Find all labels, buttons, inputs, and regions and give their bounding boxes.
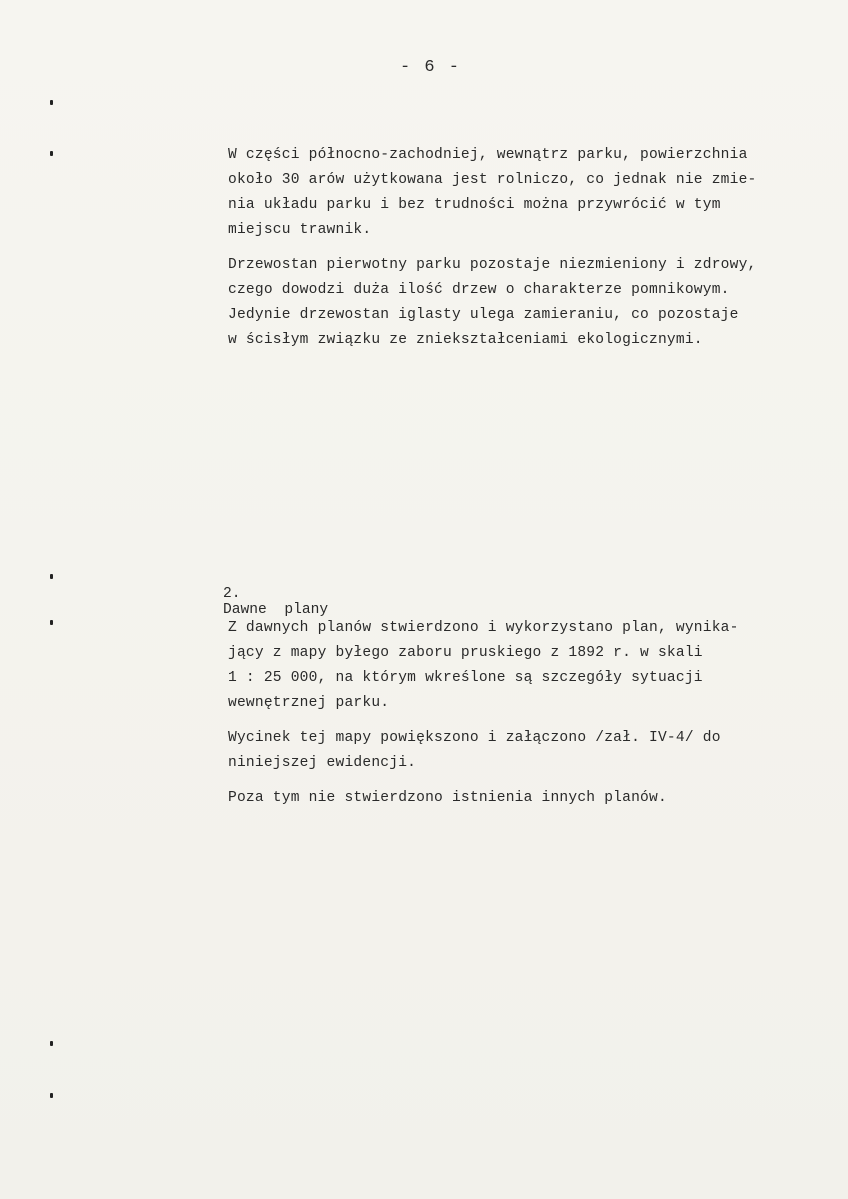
margin-mark: [50, 1041, 53, 1046]
text-line: w ścisłym związku ze zniekształceniami ekologicznymi.: [228, 332, 703, 348]
section-number: 2.: [223, 586, 241, 602]
margin-mark: [50, 1093, 53, 1098]
text-line: miejscu trawnik.: [228, 222, 372, 238]
text-line: czego dowodzi duża ilość drzew o charakterze pomnikowym.: [228, 282, 730, 298]
text-line: W części północno-zachodniej, wewnątrz parku, powierzchnia: [228, 147, 748, 163]
page-number: - 6 -: [400, 58, 462, 77]
text-line: wewnętrznej parku.: [228, 695, 390, 711]
text-line: Drzewostan pierwotny parku pozostaje niezmieniony i zdrowy,: [228, 257, 757, 273]
margin-mark: [50, 574, 53, 579]
text-line: Jedynie drzewostan iglasty ulega zamieraniu, co pozostaje: [228, 307, 739, 323]
section-title: Dawne plany: [223, 602, 329, 618]
margin-mark: [50, 100, 53, 105]
margin-mark: [50, 151, 53, 156]
text-line: nia układu parku i bez trudności można przywrócić w tym: [228, 197, 721, 213]
text-line: 1 : 25 000, na którym wkreślone są szczegóły sytuacji: [228, 670, 703, 686]
text-line: jący z mapy byłego zaboru pruskiego z 1892 r. w skali: [228, 645, 703, 661]
text-line: Z dawnych planów stwierdzono i wykorzystano plan, wynika-: [228, 620, 739, 636]
text-line: około 30 arów użytkowana jest rolniczo, co jednak nie zmie-: [228, 172, 757, 188]
text-line: Poza tym nie stwierdzono istnienia innych planów.: [228, 790, 667, 806]
text-line: Wycinek tej mapy powiększono i załączono /zał. IV-4/ do: [228, 730, 721, 746]
text-line: niniejszej ewidencji.: [228, 755, 417, 771]
margin-mark: [50, 620, 53, 625]
